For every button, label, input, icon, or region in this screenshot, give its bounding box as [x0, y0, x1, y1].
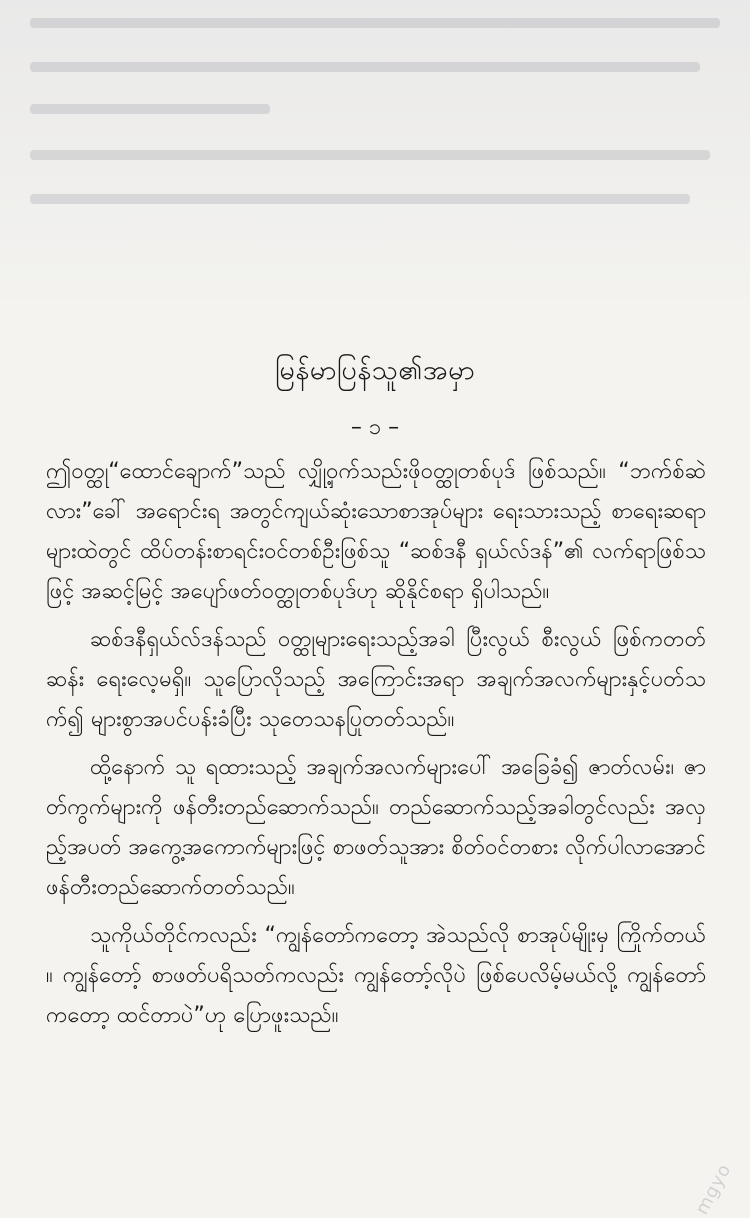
- body-text: [46, 452, 706, 1044]
- paragraph: ဆစ်ဒနီရှယ်လ်ဒန်သည် ဝတ္ထုများရေးသည့်အခါ ပြီးလွယ် စီးလွယ် ဖြစ်ကတတ်ဆန်း ရေးလေ့မရှိ။ သူပြောလိုသည့် အကြောင်းအရာ အချက်အလက်များနှင့်ပတ်သက်၍ များစွာအပင်ပန်းခံပြီး သုတေသနပြုတတ်သည်။: [46, 627, 706, 732]
- paragraph: ထို့နောက် သူ ရထားသည့် အချက်အလက်များပေါ် အခြေခံ၍ ဇာတ်လမ်း၊ ဇာတ်ကွက်များကို ဖန်တီးတည်ဆောက်သည်။ တည်ဆောက်သည့်အခါတွင်လည်း အလှည့်အပတ် အကွေ့အကောက်များဖြင့် စာဖတ်သူအား စိတ်ဝင်တစား လိုက်ပါလာအောင် ဖန်တီးတည်ဆောက်တတ်သည်။: [46, 755, 706, 900]
- watermark: mgyo: [691, 1160, 736, 1218]
- chapter-number: – ၁ –: [350, 415, 400, 440]
- bleed-line: [30, 18, 720, 28]
- bleed-line: [30, 150, 710, 160]
- show-through-text-area: [0, 0, 750, 300]
- bleed-line: [30, 104, 270, 114]
- paragraph: သူကိုယ်တိုင်ကလည်း “ကျွန်တော်ကတော့ အဲသည်လို စာအုပ်မျိုးမှ ကြိုက်တယ်။ ကျွန်တော့် စာဖတ်ပရိသတ်ကလည်း ကျွန်တော့်လိုပဲ ဖြစ်ပေလိမ့်မယ်လို့ ကျွန်တော်ကတော့ ထင်တာပဲ”ဟု ပြောဖူးသည်။: [46, 923, 706, 1028]
- bleed-line: [30, 194, 690, 204]
- bleed-line: [30, 62, 700, 72]
- chapter-title: မြန်မာပြန်သူ၏အမှာ: [274, 355, 476, 387]
- paragraph: ဤဝတ္ထု“ထောင်ချောက်”သည် လျှို့ဝှက်သည်းဖိုဝတ္ထုတစ်ပုဒ် ဖြစ်သည်။ “ဘက်စ်ဆဲလား”ခေါ် အရောင်းရ အတွင်ကျယ်ဆုံးသောစာအုပ်များ ရေးသားသည့် စာရေးဆရာများထဲတွင် ထိပ်တန်းစာရင်းဝင်တစ်ဦးဖြစ်သူ “ဆစ်ဒနီ ရှယ်လ်ဒန်”၏ လက်ရာဖြစ်သဖြင့် အဆင့်မြင့် အပျော်ဖတ်ဝတ္ထုတစ်ပုဒ်ဟု ဆိုနိုင်စရာ ရှိပါသည်။: [46, 459, 706, 604]
